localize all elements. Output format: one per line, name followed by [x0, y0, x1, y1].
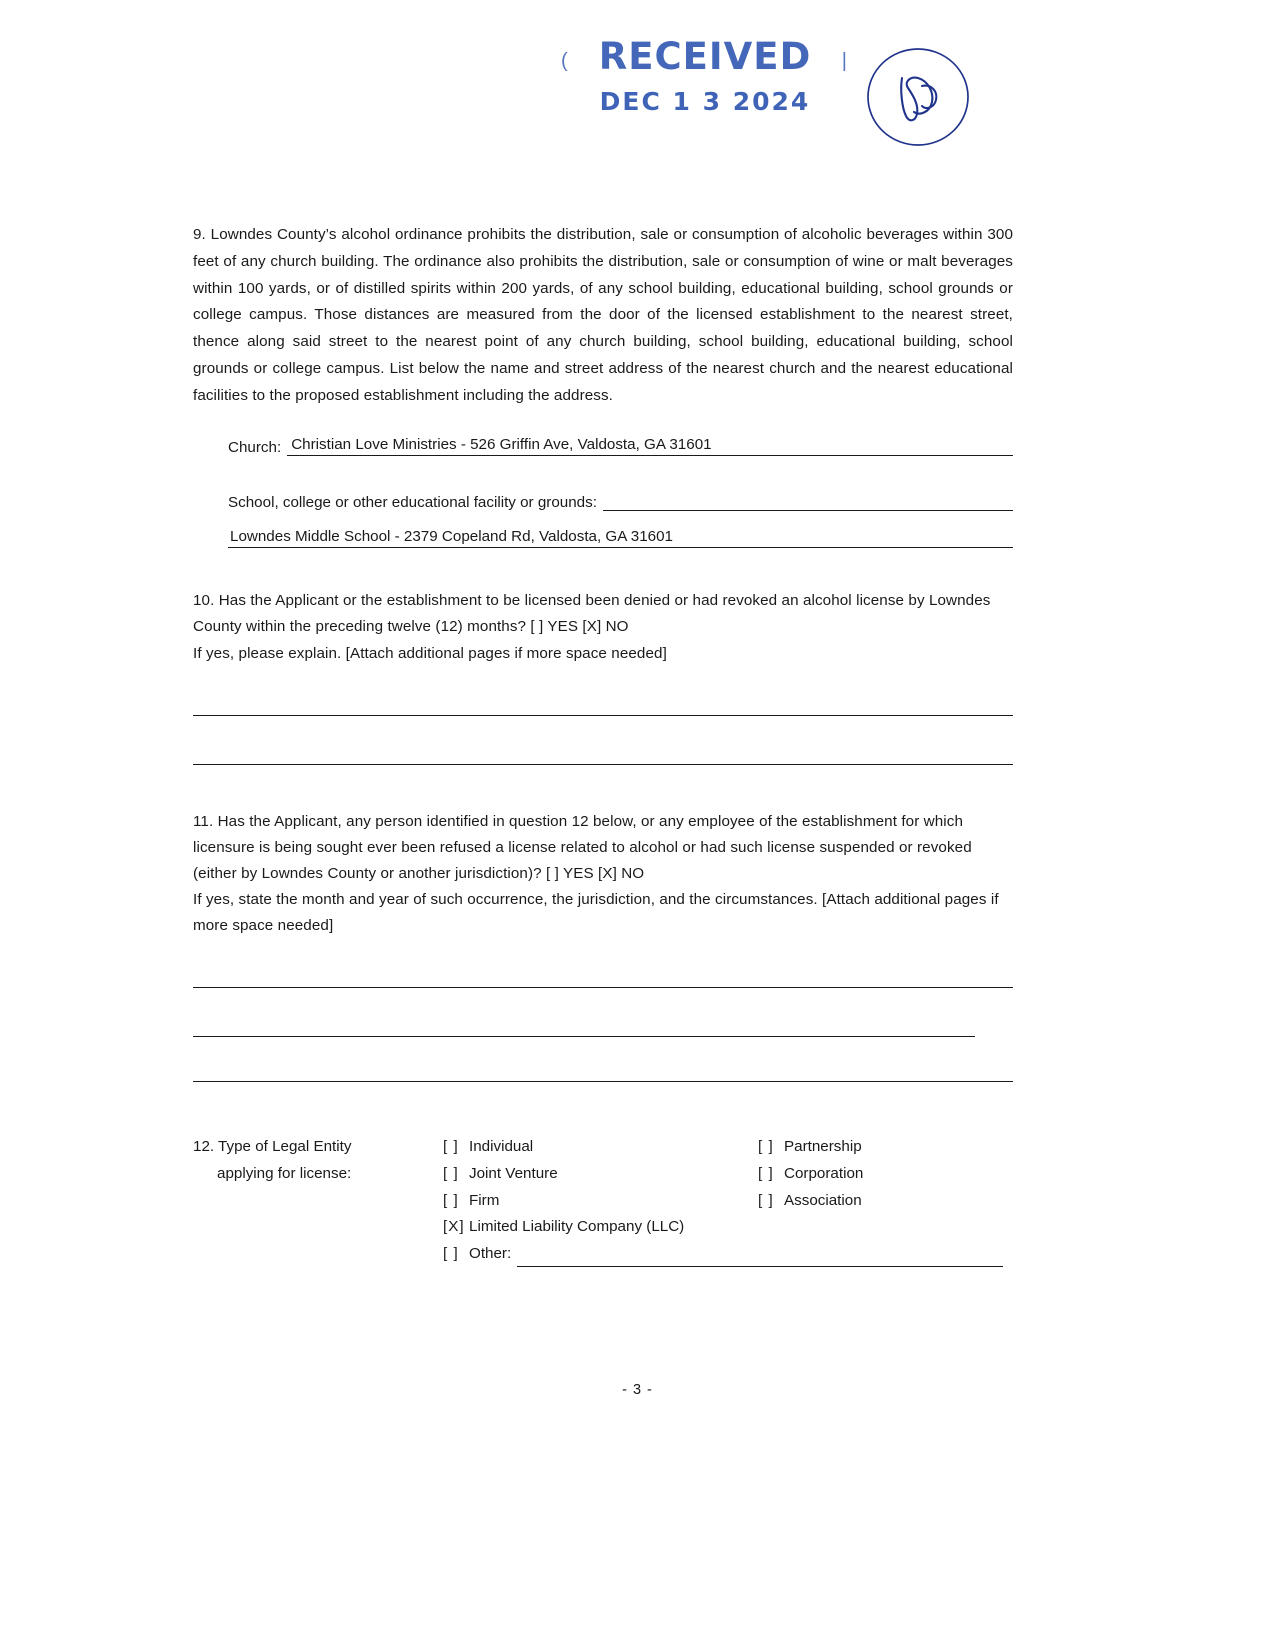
checkbox-icon[interactable]: [ ] [758, 1164, 774, 1182]
entity-option-firm[interactable] [443, 1188, 758, 1215]
checkbox-checked-icon[interactable]: [X] [443, 1218, 465, 1236]
question-12-label-line2: applying for license: [217, 1164, 352, 1182]
page-number: - 3 - [622, 1382, 653, 1398]
document-body [193, 222, 1013, 1267]
entity-option-label: Partnership [784, 1138, 862, 1156]
school-label: School, college or other educational facility or grounds: [228, 494, 597, 512]
checkbox-icon[interactable]: [ ] [443, 1164, 459, 1182]
entity-option-individual[interactable] [443, 1134, 758, 1161]
school-input[interactable] [603, 490, 1013, 511]
entity-option-corporation[interactable] [758, 1161, 1013, 1188]
entity-option-label: Corporation [784, 1164, 864, 1182]
entity-option-label: Firm [469, 1191, 500, 1209]
question-9-fields [228, 435, 1013, 548]
entity-option-association[interactable] [758, 1188, 1013, 1215]
question-12 [193, 1134, 1013, 1267]
question-11-answer-lines [193, 987, 1013, 1082]
entity-options-left [443, 1134, 758, 1267]
answer-line[interactable] [193, 764, 1013, 765]
entity-option-label: Limited Liability Company (LLC) [469, 1218, 685, 1236]
answer-line[interactable] [193, 715, 1013, 716]
stamp-date: DEC 1 3 2024 [599, 87, 811, 116]
stamp-title: RECEIVED [598, 35, 812, 78]
question-10 [193, 588, 1013, 764]
question-11-line1: 11. Has the Applicant, any person identified in question 12 below, or any employee of the establishment for which licensure is being sought ever been refused a license related to alcohol or had such license suspended or revoked (either by Lowndes County or another jurisdiction)? [ ] YES [X] NO [193, 812, 972, 882]
stamp-tick-left-icon: ( [561, 50, 568, 72]
checkbox-icon[interactable]: [ ] [758, 1191, 774, 1209]
signature-initials-icon [862, 42, 974, 152]
checkbox-icon[interactable]: [ ] [758, 1138, 774, 1156]
school-field-row-2 [228, 527, 1013, 548]
school-field-row [228, 490, 1013, 511]
church-field-row [228, 435, 1013, 456]
entity-option-label: Individual [469, 1138, 534, 1156]
church-label: Church: [228, 439, 282, 457]
entity-option-joint-venture[interactable] [443, 1161, 758, 1188]
question-9 [193, 222, 1013, 548]
checkbox-icon[interactable]: [ ] [443, 1138, 459, 1156]
question-11-line2: If yes, state the month and year of such occurrence, the jurisdiction, and the circumstances. [Attach additional pages if more space needed] [193, 891, 999, 935]
question-10-line1: 10. Has the Applicant or the establishment to be licensed been denied or had revoked an alcohol license by Lowndes County within the preceding twelve (12) months? [ ] YES [X] NO [193, 592, 991, 636]
question-10-line2: If yes, please explain. [Attach additional pages if more space needed] [193, 644, 667, 662]
received-stamp [555, 35, 855, 116]
entity-option-label: Other: [469, 1244, 512, 1262]
question-10-answer-lines [193, 715, 1013, 765]
question-12-label-line1: 12. Type of Legal Entity [193, 1138, 352, 1156]
church-input[interactable]: Christian Love Ministries - 526 Griffin Ave, Valdosta, GA 31601 [287, 435, 1013, 456]
answer-line[interactable] [193, 1081, 1013, 1082]
entity-option-partnership[interactable] [758, 1134, 1013, 1161]
answer-line[interactable] [193, 1036, 975, 1037]
checkbox-icon[interactable]: [ ] [443, 1244, 459, 1262]
stamp-tick-right-icon: | [841, 50, 847, 72]
question-11-text [193, 809, 1013, 940]
entity-options-right [758, 1134, 1013, 1267]
question-10-text [193, 588, 1013, 666]
checkbox-icon[interactable]: [ ] [443, 1191, 459, 1209]
question-11 [193, 809, 1013, 1083]
answer-line[interactable] [193, 987, 1013, 988]
entity-options [443, 1134, 1013, 1267]
school-input-2[interactable]: Lowndes Middle School - 2379 Copeland Rd, Valdosta, GA 31601 [228, 527, 1013, 548]
question-12-label [193, 1134, 443, 1267]
entity-option-label: Joint Venture [469, 1164, 558, 1182]
question-9-text: 9. Lowndes County’s alcohol ordinance prohibits the distribution, sale or consumption of alcoholic beverages within 300 feet of any church building. The ordinance also prohibits the distribution, sale or consumption of wine or malt beverages within 100 yards, or of distilled spirits within 200 yards, of any school building, educational building, school grounds or college campus. Those distances are measured from the door of the licensed establishment to the nearest street, thence along said street to the nearest point of any church building, school building, educational building, school grounds or college campus. List below the name and street address of the nearest church and the nearest educational facilities to the proposed establishment including the address. [193, 226, 1013, 404]
entity-option-label: Association [784, 1191, 862, 1209]
